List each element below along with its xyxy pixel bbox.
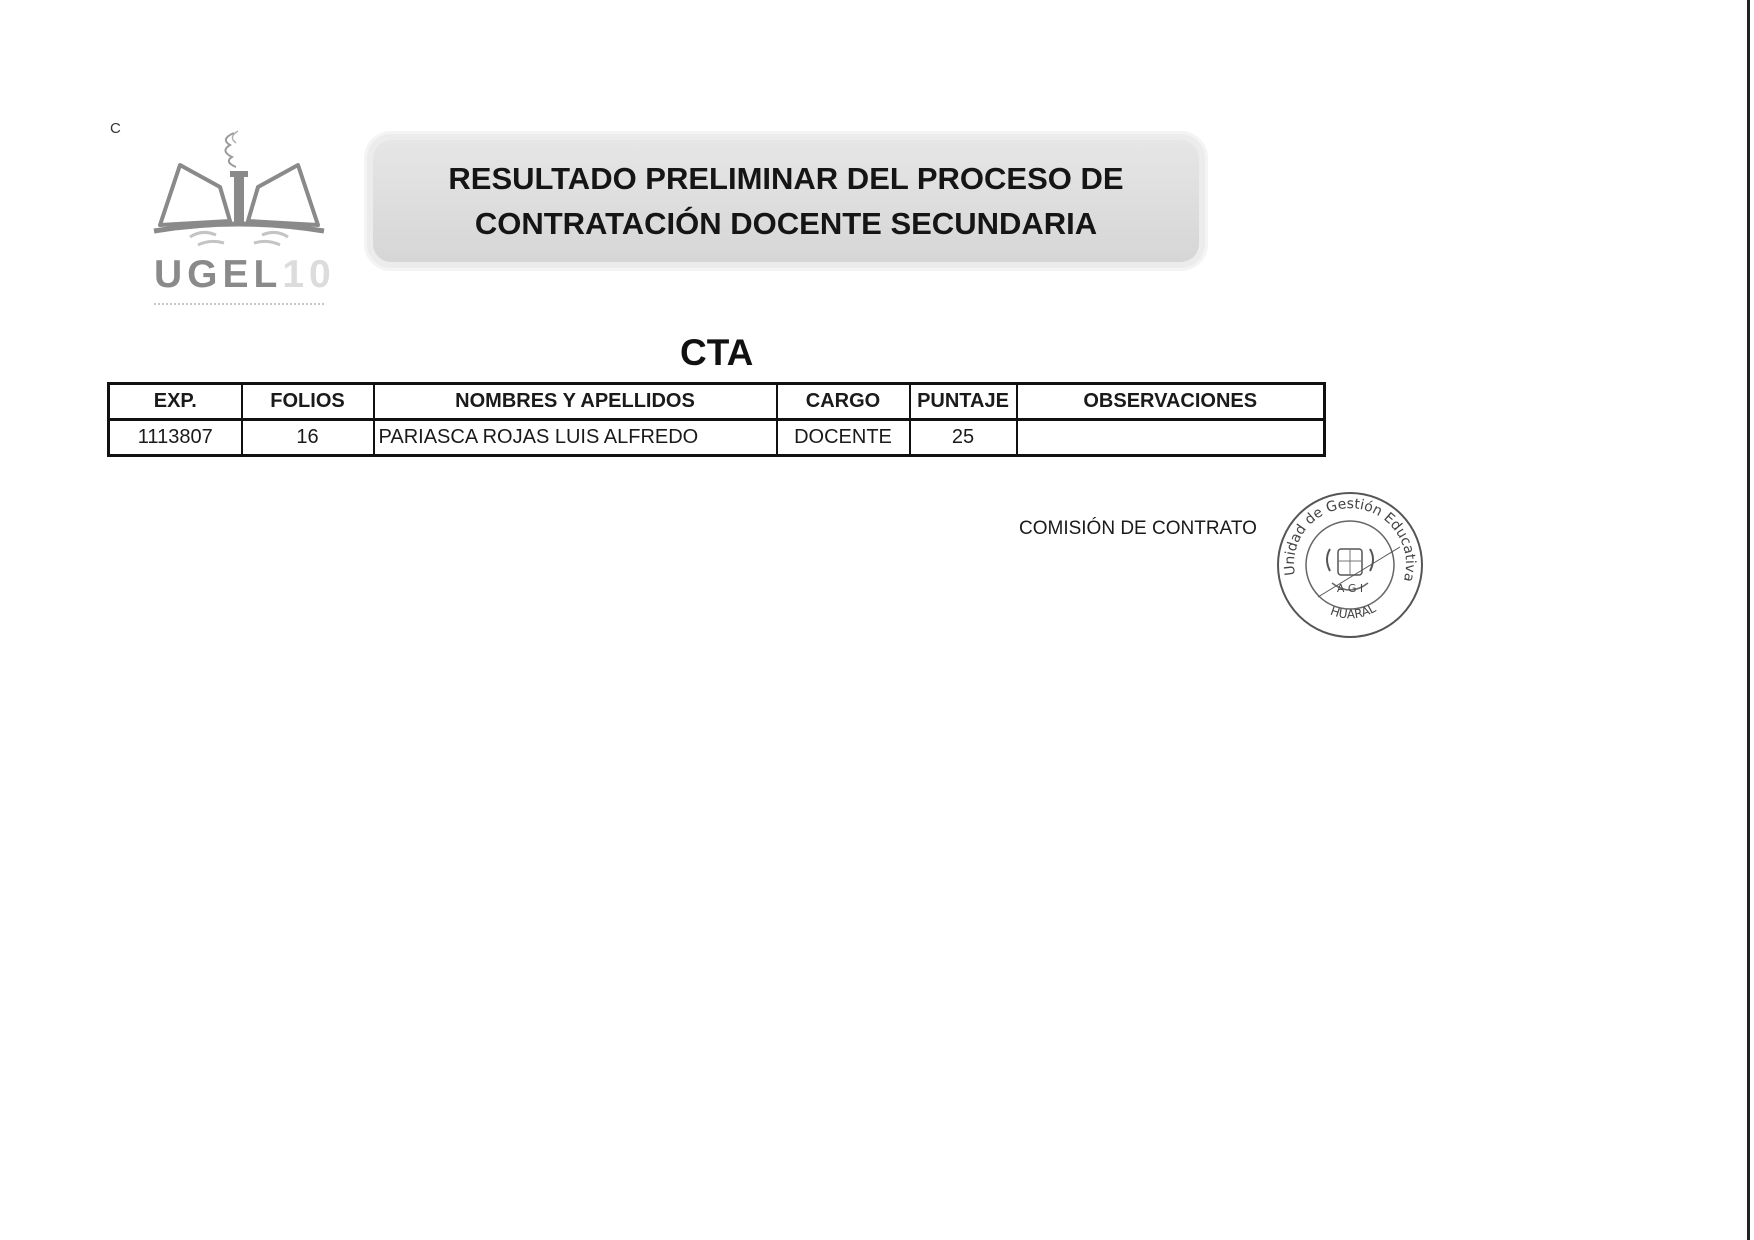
svg-text:Unidad de Gestión Educativa Lo bbox=[1272, 487, 1418, 583]
official-seal-icon bbox=[1272, 487, 1428, 643]
column-header-puntaje: PUNTAJE bbox=[910, 384, 1017, 420]
column-header-exp: EXP. bbox=[109, 384, 242, 420]
corner-mark: C bbox=[110, 120, 121, 137]
column-header-cargo: CARGO bbox=[777, 384, 910, 420]
section-title: CTA bbox=[680, 332, 754, 373]
commission-label: COMISIÓN DE CONTRATO bbox=[1019, 518, 1257, 539]
logo-wordmark-number: 10 bbox=[282, 253, 336, 296]
cell-observaciones bbox=[1017, 420, 1325, 456]
open-book-torch-logo-icon bbox=[150, 125, 330, 255]
logo-wordmark bbox=[154, 253, 336, 297]
results-table bbox=[107, 382, 1326, 457]
page-title-line-1: RESULTADO PRELIMINAR DEL PROCESO DE bbox=[448, 161, 1124, 196]
table-row bbox=[109, 420, 1325, 456]
seal-center-text: A G I bbox=[1336, 582, 1364, 595]
table-header-row bbox=[109, 384, 1325, 420]
logo-caption-line bbox=[154, 303, 324, 307]
column-header-folios: FOLIOS bbox=[242, 384, 374, 420]
page-title bbox=[448, 156, 1123, 246]
seal-bottom-text: HUARAL bbox=[1328, 601, 1379, 622]
page-edge-rule bbox=[1747, 0, 1750, 1240]
cell-exp: 1113807 bbox=[109, 420, 242, 456]
column-header-nombres: NOMBRES Y APELLIDOS bbox=[374, 384, 777, 420]
page-title-line-2: CONTRATACIÓN DOCENTE SECUNDARIA bbox=[474, 206, 1098, 241]
logo-wordmark-main: UGEL bbox=[154, 253, 283, 296]
seal-outer-text: Unidad de Gestión Educativa bbox=[1281, 496, 1419, 584]
cell-cargo: DOCENTE bbox=[777, 420, 910, 456]
cell-puntaje: 25 bbox=[910, 420, 1017, 456]
cell-folios: 16 bbox=[242, 420, 374, 456]
svg-text:HUARAL bbox=[1329, 601, 1379, 621]
cell-nombre: PARIASCA ROJAS LUIS ALFREDO bbox=[374, 420, 777, 456]
column-header-observaciones: OBSERVACIONES bbox=[1017, 384, 1325, 420]
ugel-logo bbox=[150, 125, 336, 310]
title-banner bbox=[373, 140, 1199, 262]
